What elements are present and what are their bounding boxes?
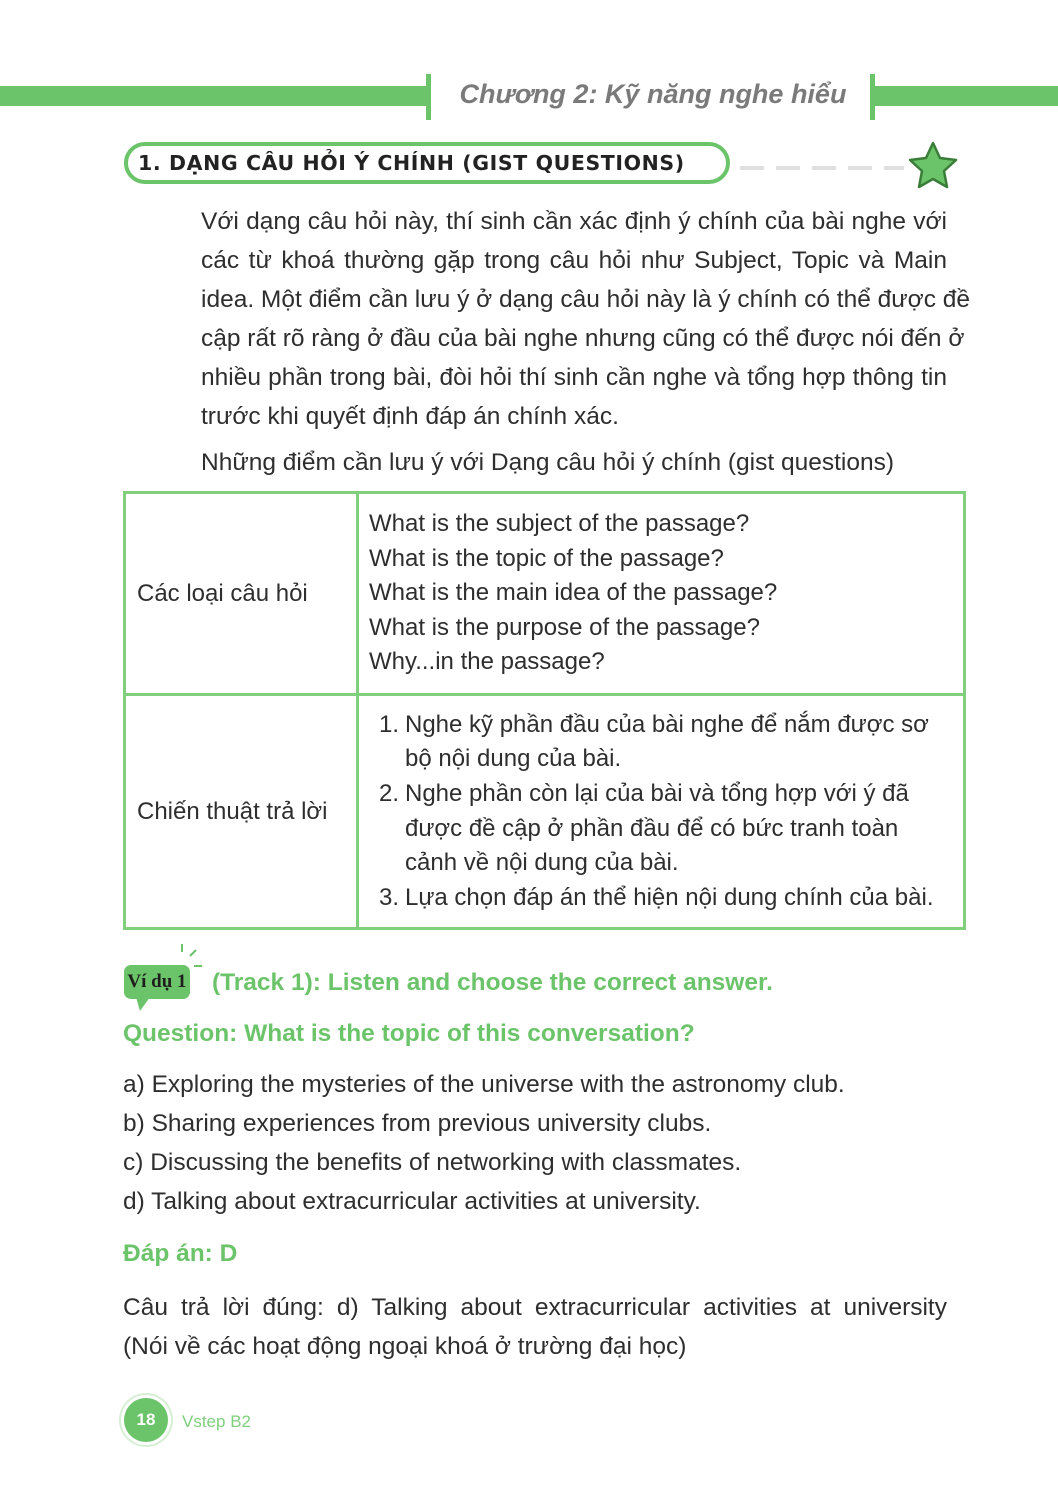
table-row [125,695,965,929]
list-item: 1. Nghe kỹ phần đầu của bài nghe để nắm được sơ bộ nội dung của bài. [379,710,929,773]
dash-divider [884,166,904,170]
answer-explanation [123,1288,947,1366]
dash-divider [848,166,872,170]
answer-option: d) Talking about extracurricular activities at university. [123,1188,701,1215]
dash-divider [812,166,836,170]
dash-divider [776,166,800,170]
explanation-line: Câu trả lời đúng: d) Talking about extracurricular activities at university [123,1294,947,1321]
strategy-cell [358,695,965,929]
gist-table [123,491,966,930]
table-row [125,493,965,695]
answer-option: a) Exploring the mysteries of the universe with the astronomy club. [123,1071,845,1098]
dash-divider [740,166,764,170]
header-bar-right [874,86,1058,106]
question-item: What is the topic of the passage? [369,544,724,572]
question-item: Why...in the passage? [369,648,605,676]
explanation-line: (Nói về các hoạt động ngoại khoá ở trường đại học) [123,1333,687,1360]
paragraph-line: các từ khoá thường gặp trong câu hỏi như Subject, Topic và Main [201,247,947,274]
page-number: 18 [124,1398,168,1442]
table-label-cell: Chiến thuật trả lời [125,695,358,929]
paragraph-line: cập rất rõ ràng ở đầu của bài nghe nhưng cũng có thể được nói đến ở [201,325,965,352]
answer-option: b) Sharing experiences from previous university clubs. [123,1110,712,1137]
star-icon [906,140,960,192]
question-item: What is the purpose of the passage? [369,613,760,641]
example-question: Question: What is the topic of this conversation? [123,1020,695,1047]
answer-option: c) Discussing the benefits of networking with classmates. [123,1149,742,1176]
question-list-cell [358,493,965,695]
chapter-title: Chương 2: Kỹ năng nghe hiểu [459,79,847,109]
header-bar-tick-left [426,74,431,120]
paragraph-line: idea. Một điểm cần lưu ý ở dạng câu hỏi này là ý chính có thể được đề [201,286,971,313]
list-item: 2. Nghe phần còn lại của bài và tổng hợp với ý đã được đề cập ở phần đầu để có bức tranh toàn cảnh về nội dung của bài. [379,779,909,877]
track-instruction: (Track 1): Listen and choose the correct answer. [212,969,773,996]
question-item: What is the main idea of the passage? [369,579,778,607]
notes-heading: Những điểm cần lưu ý với Dạng câu hỏi ý chính (gist questions) [201,449,895,476]
paragraph-line: trước khi quyết định đáp án chính xác. [201,403,619,430]
paragraph-line: nhiều phần trong bài, đòi hỏi thí sinh cần nghe và tổng hợp thông tin [201,364,947,391]
section-title: 1. DẠNG CÂU HỎI Ý CHÍNH (GIST QUESTIONS) [124,142,730,184]
question-item: What is the subject of the passage? [369,510,750,538]
strategy-list [375,708,953,916]
header-bar-left [0,86,428,106]
paragraph-line: Với dạng câu hỏi này, thí sinh cần xác định ý chính của bài nghe với [201,208,947,235]
table-label-cell: Các loại câu hỏi [125,493,358,695]
badge-tail-icon [136,997,152,1013]
list-item: 3. Lựa chọn đáp án thể hiện nội dung chính của bài. [379,883,934,911]
answer-key: Đáp án: D [123,1240,238,1267]
intro-paragraph [201,202,971,436]
book-title: Vstep B2 [182,1412,251,1431]
example-badge: Ví dụ 1 [124,965,190,999]
